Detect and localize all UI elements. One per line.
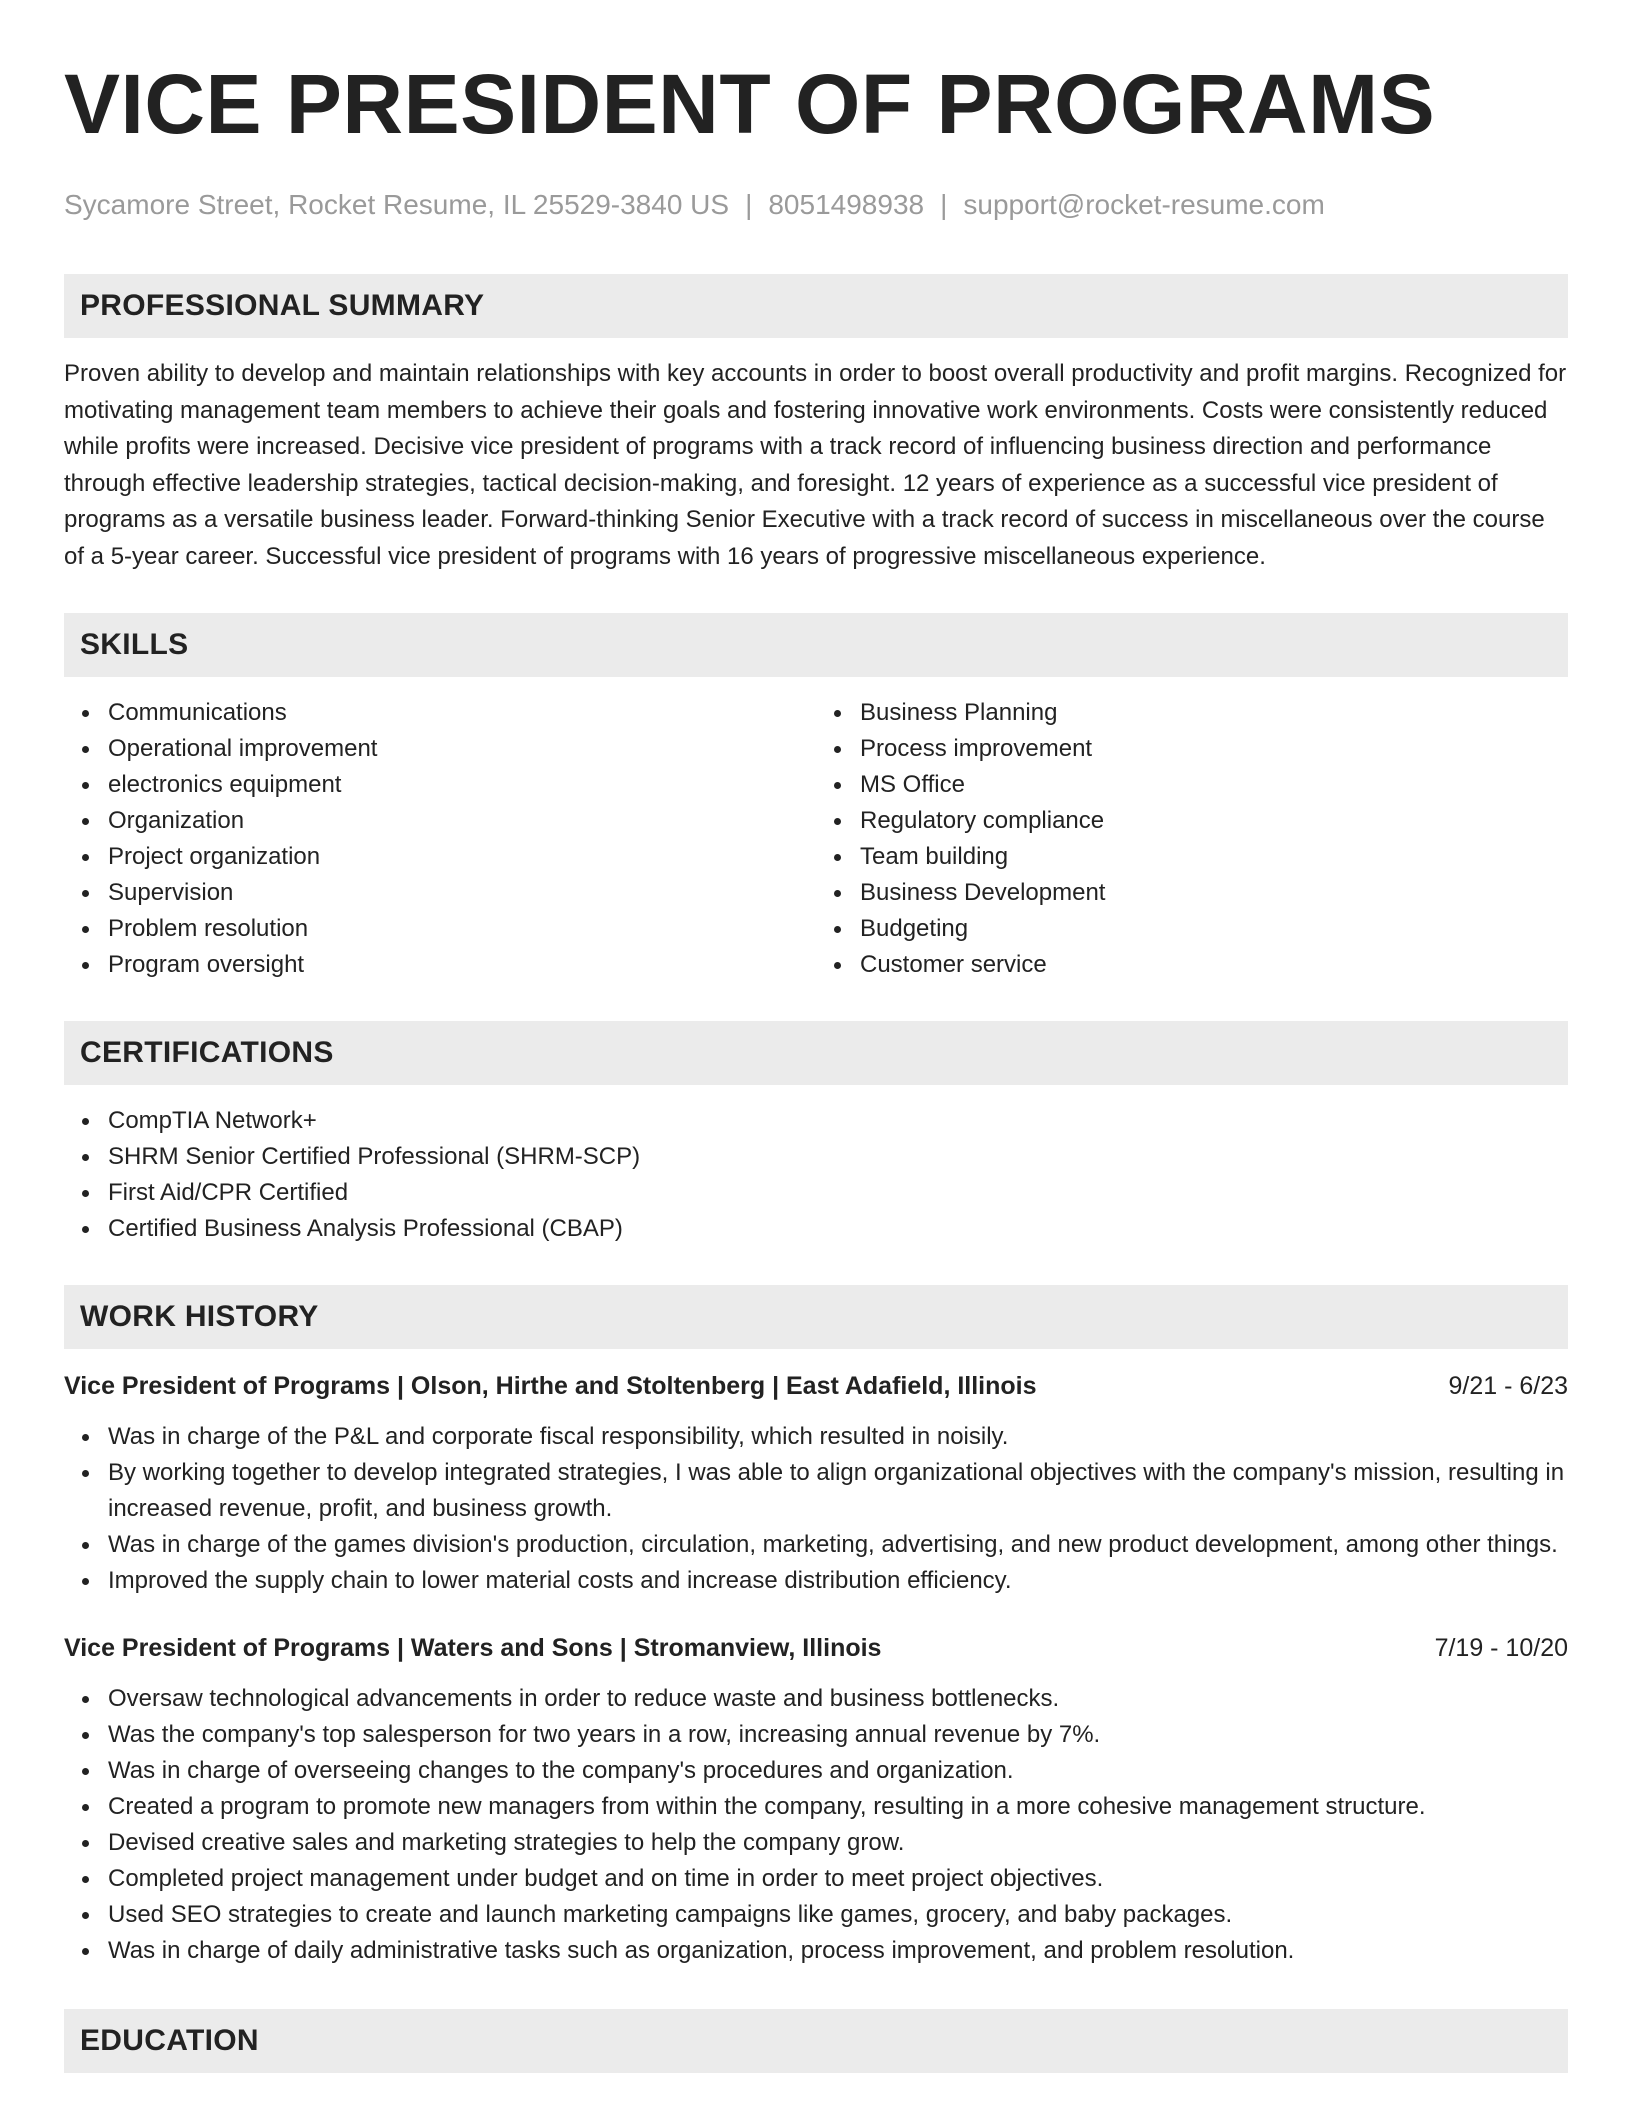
certification-item: CompTIA Network+ xyxy=(108,1103,1568,1139)
skill-item: Operational improvement xyxy=(108,731,816,767)
job-entry xyxy=(64,1369,1568,1599)
skill-item: Regulatory compliance xyxy=(860,803,1568,839)
skill-item: Problem resolution xyxy=(108,911,816,947)
certifications-list xyxy=(64,1103,1568,1247)
skills-grid xyxy=(64,695,1568,983)
job-bullet: By working together to develop integrated strategies, I was able to align organizational objectives with the company's mission, resulting in increased revenue, profit, and business growth. xyxy=(108,1455,1568,1527)
job-bullet: Used SEO strategies to create and launch marketing campaigns like games, grocery, and baby packages. xyxy=(108,1897,1568,1933)
job-heading: Vice President of Programs | Waters and Sons | Stromanview, Illinois xyxy=(64,1634,882,1662)
skill-item: MS Office xyxy=(860,767,1568,803)
job-header xyxy=(64,1369,1568,1403)
job-dates: 9/21 - 6/23 xyxy=(1448,1372,1568,1400)
skill-item: Customer service xyxy=(860,947,1568,983)
job-bullet: Oversaw technological advancements in order to reduce waste and business bottlenecks. xyxy=(108,1681,1568,1717)
skill-item: Project organization xyxy=(108,839,816,875)
resume-name: VICE PRESIDENT OF PROGRAMS xyxy=(64,57,1436,151)
section-header-certifications xyxy=(64,1021,1568,1085)
job-bullet: Improved the supply chain to lower material costs and increase distribution efficiency. xyxy=(108,1563,1568,1599)
job-bullets xyxy=(64,1419,1568,1599)
section-header-education xyxy=(64,2009,1568,2073)
summary-text: Proven ability to develop and maintain relationships with key accounts in order to boost overall productivity and profit margins. Recognized for motivating management team members to achieve their goals and fostering innovative work environments. Costs were consistently reduced while profits were increased. Decisive vice president of programs with a track record of influencing business direction and performance through effective leadership strategies, tactical decision-making, and foresight. 12 years of experience as a successful vice president of programs as a versatile business leader. Forward-thinking Senior Executive with a track record of success in miscellaneous over the course of a 5-year career. Successful vice president of programs with 16 years of progressive miscellaneous experience. xyxy=(64,360,1567,570)
section-header-skills xyxy=(64,613,1568,677)
job-bullet: Was in charge of the P&L and corporate fiscal responsibility, which resulted in noisily. xyxy=(108,1419,1568,1455)
section-header-work-history xyxy=(64,1285,1568,1349)
job-bullet: Was in charge of daily administrative tasks such as organization, process improvement, and problem resolution. xyxy=(108,1933,1568,1969)
job-bullet: Devised creative sales and marketing strategies to help the company grow. xyxy=(108,1825,1568,1861)
certification-item: SHRM Senior Certified Professional (SHRM-SCP) xyxy=(108,1139,1568,1175)
contact-line xyxy=(64,188,1568,222)
section-header-summary xyxy=(64,274,1568,338)
job-bullet: Was in charge of the games division's production, circulation, marketing, advertising, and new product development, among other things. xyxy=(108,1527,1568,1563)
skill-item: Budgeting xyxy=(860,911,1568,947)
section-title: WORK HISTORY xyxy=(80,1300,319,1333)
skill-item: Business Planning xyxy=(860,695,1568,731)
contact-separator: | xyxy=(940,189,948,220)
certification-item: First Aid/CPR Certified xyxy=(108,1175,1568,1211)
job-dates: 7/19 - 10/20 xyxy=(1434,1634,1568,1662)
skills-right-list xyxy=(816,695,1568,983)
section-title: PROFESSIONAL SUMMARY xyxy=(80,289,485,322)
section-title: EDUCATION xyxy=(80,2024,259,2057)
job-bullet: Created a program to promote new managers from within the company, resulting in a more cohesive management structure. xyxy=(108,1789,1568,1825)
skill-item: Supervision xyxy=(108,875,816,911)
contact-address: Sycamore Street, Rocket Resume, IL 25529-3840 US xyxy=(64,189,730,220)
job-bullets xyxy=(64,1681,1568,1969)
skill-item: Process improvement xyxy=(860,731,1568,767)
skills-left-list xyxy=(64,695,816,983)
certification-item: Certified Business Analysis Professional (CBAP) xyxy=(108,1211,1568,1247)
contact-email: support@rocket-resume.com xyxy=(963,189,1325,220)
job-bullet: Completed project management under budget and on time in order to meet project objectives. xyxy=(108,1861,1568,1897)
job-bullet: Was in charge of overseeing changes to the company's procedures and organization. xyxy=(108,1753,1568,1789)
skill-item: electronics equipment xyxy=(108,767,816,803)
job-entry xyxy=(64,1631,1568,1969)
job-heading: Vice President of Programs | Olson, Hirthe and Stoltenberg | East Adafield, Illinois xyxy=(64,1372,1037,1400)
job-bullet: Was the company's top salesperson for two years in a row, increasing annual revenue by 7%. xyxy=(108,1717,1568,1753)
skill-item: Communications xyxy=(108,695,816,731)
contact-phone: 8051498938 xyxy=(768,189,925,220)
contact-separator: | xyxy=(745,189,753,220)
skill-item: Team building xyxy=(860,839,1568,875)
section-title: CERTIFICATIONS xyxy=(80,1036,334,1069)
skill-item: Organization xyxy=(108,803,816,839)
skill-item: Business Development xyxy=(860,875,1568,911)
skill-item: Program oversight xyxy=(108,947,816,983)
job-header xyxy=(64,1631,1568,1665)
section-title: SKILLS xyxy=(80,628,189,661)
